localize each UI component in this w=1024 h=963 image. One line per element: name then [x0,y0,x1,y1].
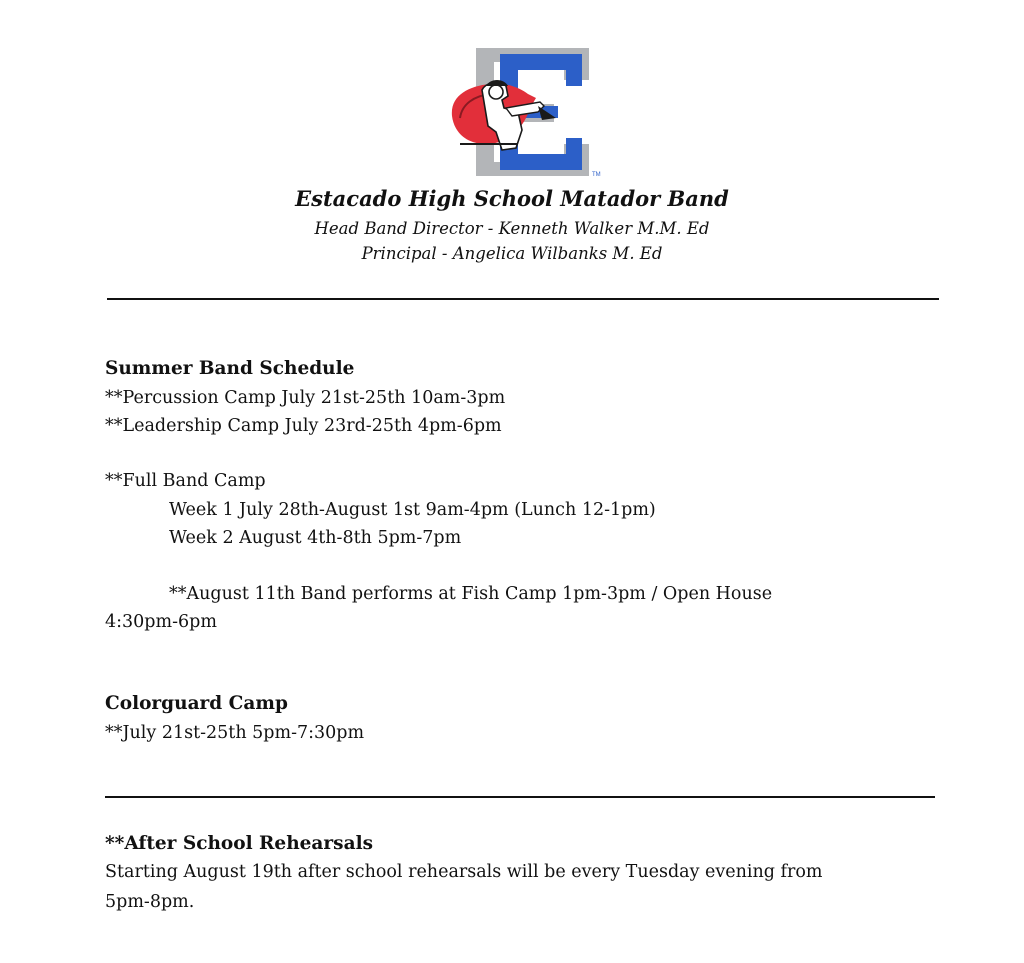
fish-camp-performance-continued: 4:30pm-6pm [105,612,217,632]
colorguard-dates: **July 21st-25th 5pm-7:30pm [105,723,365,743]
full-band-week-2: Week 2 August 4th-8th 5pm-7pm [169,528,462,548]
rehearsals-details: Starting August 19th after school rehearsals will be every Tuesday evening from [105,862,823,882]
full-band-camp: **Full Band Camp [105,471,266,491]
rehearsals-details-continued: 5pm-8pm. [105,892,195,912]
percussion-camp: **Percussion Camp July 21st-25th 10am-3pm [105,388,506,408]
divider-top [107,298,939,300]
principal: Principal - Angelica Wilbanks M. Ed [361,244,663,263]
leadership-camp: **Leadership Camp July 23rd-25th 4pm-6pm [105,416,502,436]
colorguard-heading: Colorguard Camp [105,693,288,714]
summer-schedule-heading: Summer Band Schedule [105,358,355,379]
matador-logo [446,46,602,178]
fish-camp-performance: **August 11th Band performs at Fish Camp 1pm-3pm / Open House [169,584,773,604]
trademark-mark: TM [592,172,601,178]
divider-middle [105,796,935,798]
rehearsals-heading: **After School Rehearsals [105,833,374,854]
school-name: Estacado High School Matador Band [295,186,729,211]
head-band-director: Head Band Director - Kenneth Walker M.M. Ed [314,219,710,238]
full-band-week-1: Week 1 July 28th-August 1st 9am-4pm (Lunch 12-1pm) [169,500,656,520]
